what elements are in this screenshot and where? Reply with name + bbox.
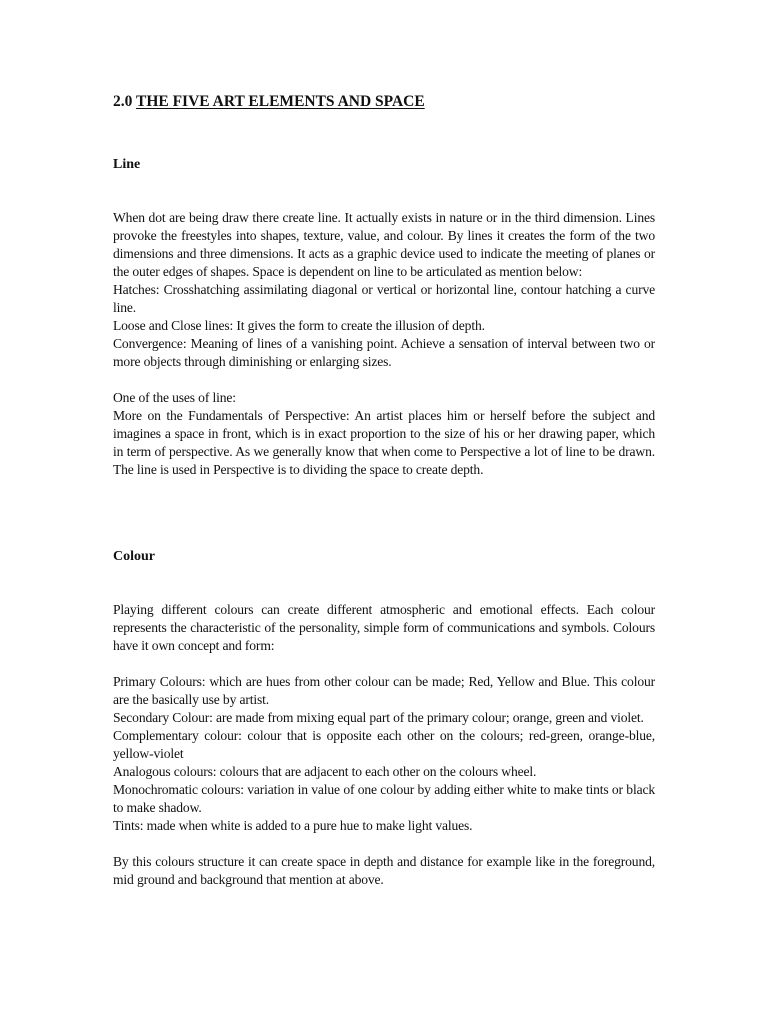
line-paragraph-intro: When dot are being draw there create line. It actually exists in nature or in the third dimension. Lines provoke the freestyles into shapes, texture, value, and colour. By lines it creates the form of the two dimensions and three dimensions. It acts as a graphic device used to indicate the meeting of planes or the outer edges of shapes. Space is dependent on line to be articulated as mention below: (113, 210, 655, 279)
line-paragraph-convergence: Convergence: Meaning of lines of a vanishing point. Achieve a sensation of interval between two or more objects through diminishing or enlarging sizes. (113, 336, 655, 369)
section-number: 2.0 (113, 93, 133, 110)
line-paragraph-loose-close: Loose and Close lines: It gives the form to create the illusion of depth. (113, 318, 485, 333)
heading-colour: Colour (113, 549, 155, 564)
colour-item-secondary: Secondary Colour: are made from mixing equal part of the primary colour; orange, green and violet. (113, 710, 644, 725)
line-uses-perspective: More on the Fundamentals of Perspective: An artist places him or herself before the subject and imagines a space in front, which is in exact proportion to the size of his or her drawing paper, which in term of perspective. As we generally know that when come to Perspective a lot of line to be drawn. The line is used in Perspective is to dividing the space to create depth. (113, 408, 655, 477)
section-title: THE FIVE ART ELEMENTS AND SPACE (135, 93, 425, 110)
colour-item-analogous: Analogous colours: colours that are adjacent to each other on the colours wheel. (113, 764, 537, 779)
line-section-body (113, 209, 655, 479)
colour-intro: Playing different colours can create different atmospheric and emotional effects. Each colour represents the characteristic of the personality, simple form of communications and symbols. Colours have it own concept and form: (113, 602, 655, 653)
colour-item-complementary: Complementary colour: colour that is opposite each other on the colours; red-green, orange-blue, yellow-violet (113, 728, 655, 761)
colour-item-monochromatic: Monochromatic colours: variation in value of one colour by adding either white to make tints or black to make shadow. (113, 782, 655, 815)
colour-section-body (113, 601, 655, 889)
page-title (113, 93, 425, 111)
colour-closing: By this colours structure it can create space in depth and distance for example like in the foreground, mid ground and background that mention at above. (113, 854, 655, 887)
line-uses-intro: One of the uses of line: (113, 390, 236, 405)
line-paragraph-hatches: Hatches: Crosshatching assimilating diagonal or vertical or horizontal line, contour hatching a curve line. (113, 282, 655, 315)
colour-item-primary: Primary Colours: which are hues from other colour can be made; Red, Yellow and Blue. This colour are the basically use by artist. (113, 674, 655, 707)
colour-item-tints: Tints: made when white is added to a pure hue to make light values. (113, 818, 473, 833)
heading-line: Line (113, 157, 141, 172)
